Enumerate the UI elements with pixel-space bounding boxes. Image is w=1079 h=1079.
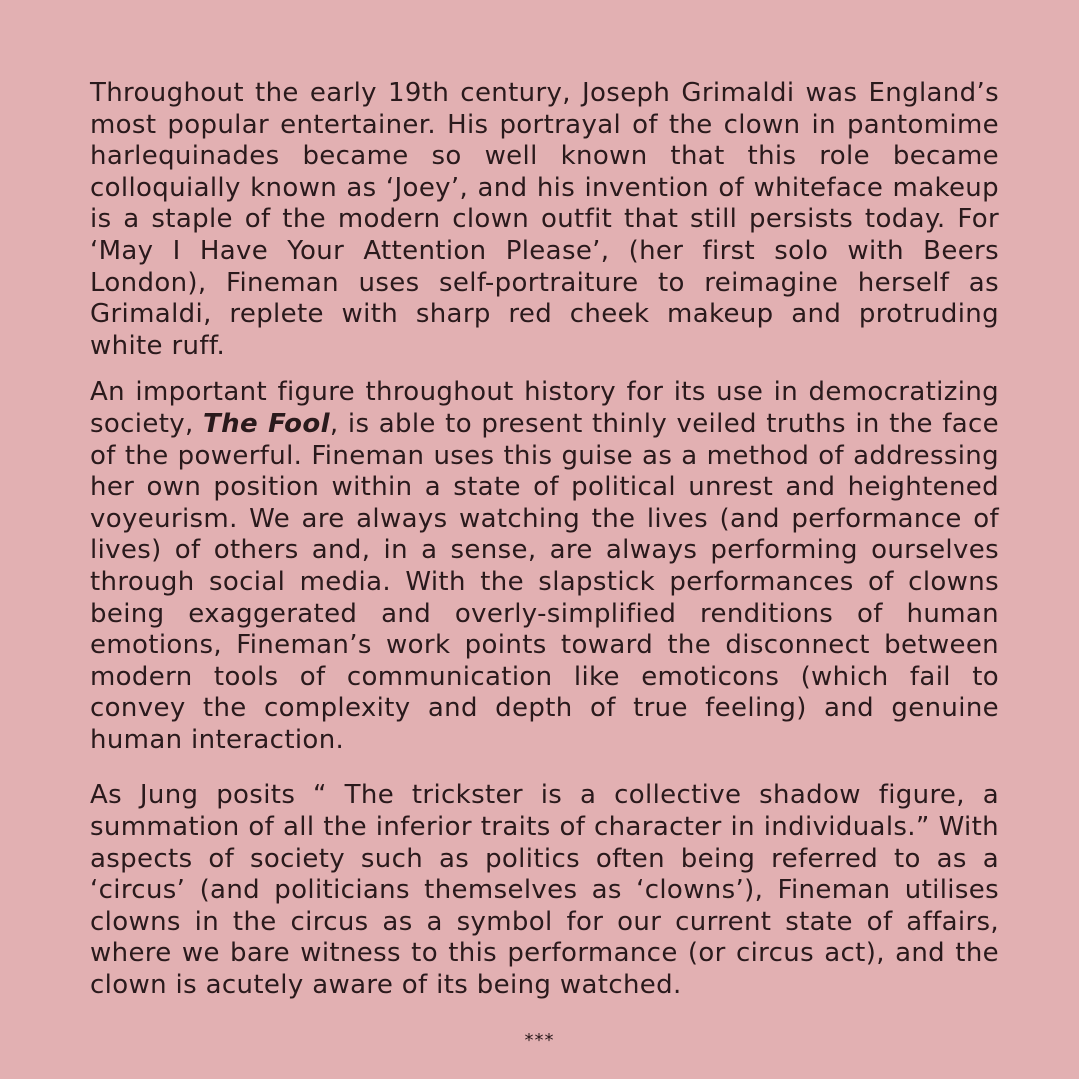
paragraph-the-fool-body: , is able to present thinly veiled truths in the face of the powerful. Fineman uses this guise as a method of addressing her own position within a state of political unrest and heightened voyeurism. We are always watching the lives (and performance of lives) of others and, in a sense, are always performing ourselves through social media. With the slapstick performances of clowns being exaggerated and overly-simplified renditions of human emotions, Fineman’s work points toward the disconnect between modern tools of communication like emoticons (which fail to convey the complexity and depth of true feeling) and genuine human interaction. xyxy=(90,408,999,755)
paragraph-the-fool-intro: An important figure throughout history for its use in democratizing society, xyxy=(90,377,999,439)
paragraph-jung-quote: As Jung posits “ The trickster is a collective shadow figure, a summation of all the inferior traits of character in individuals.” With aspects of society such as politics often being referred to as a ‘circus’ (and politicians themselves as ‘clowns’), Fineman utilises clowns in the circus as a symbol for our current state of affairs, where we bare witness to this performance (or circus act), and the clown is acutely aware of its being watched. xyxy=(90,780,999,1001)
paragraph-grimaldi: Throughout the early 19th century, Joseph Grimaldi was England’s most popular entertainer. His portrayal of the clown in pantomime harlequinades became so well known that this role became colloquially known as ‘Joey’, and his invention of whiteface makeup is a staple of the modern clown outfit that still persists today. For ‘May I Have Your Attention Please’, (her first solo with Beers London), Fineman uses self-portraiture to reimagine herself as Grimaldi, replete with sharp red cheek makeup and protruding white ruff. xyxy=(90,78,999,361)
end-mark: *** xyxy=(524,1030,555,1051)
paragraph-the-fool xyxy=(90,377,999,756)
essay-text xyxy=(90,78,999,1002)
the-fool-emphasis: The Fool xyxy=(203,408,330,439)
